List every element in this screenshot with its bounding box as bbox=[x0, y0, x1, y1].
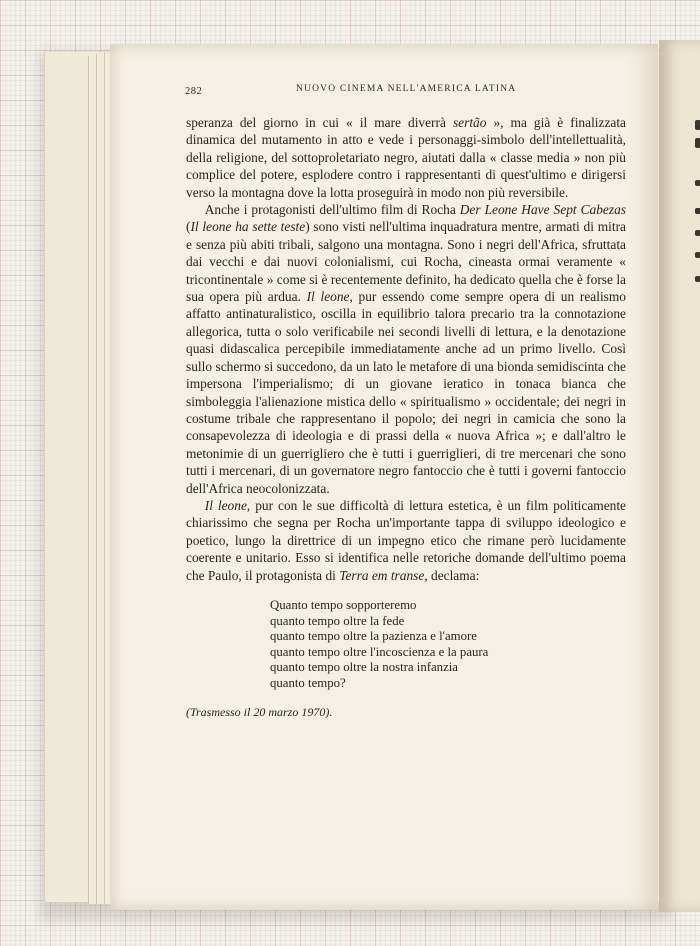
page-number: 282 bbox=[185, 86, 203, 97]
text-run: Anche i protagonisti dell'ultimo film di Rocha bbox=[204, 202, 460, 218]
paragraphs bbox=[186, 114, 626, 584]
paragraph bbox=[186, 497, 626, 584]
text-run: speranza del giorno in cui « il mare diverrà bbox=[186, 115, 453, 130]
poem-line: quanto tempo oltre la pazienza e l'amore bbox=[270, 629, 477, 644]
italic-title: Il leone bbox=[306, 289, 350, 305]
text-run: , pur con le sue difficoltà di lettura estetica, è un film politicamente chiarissimo che segna per Rocha un'importante tappa di sviluppo ideologico e poetico, lungo la direttrice di un impegno etico che rimane però lucidamente coerente e unitario. Esso si identifica nelle retoriche domande dell'ultimo poema che Paulo, il protagonista di bbox=[186, 497, 626, 583]
page-body bbox=[186, 114, 626, 721]
italic-title: sertão bbox=[452, 115, 487, 130]
paragraph bbox=[186, 114, 626, 201]
broadcast-note: (Trasmesso il 20 marzo 1970). bbox=[186, 704, 333, 719]
poem-block bbox=[270, 598, 626, 692]
poem-line: quanto tempo? bbox=[270, 675, 346, 690]
text-run: ) sono visti nell'ultima inquadratura mentre, armati di mitra e senza più abiti tribali, salgono una montagna. Sono i negri dell'Africa, sfruttata dai vecchi e dai nuovi colonialismi, cui Rocha, cineasta ormai veramente « tricontinentale » come si è recentemente definito, ha dedicato quella che è forse la sua opera più ardua. bbox=[186, 219, 626, 305]
text-run: », ma già è finalizzata dinamica del mutamento in atto e vede i personaggi-simbolo dell'intellettualità, della religione, del sottoproletariato negro, aiutati dalla « classe media » non più complice del potere, esplodere contro i rappresentanti di quest'ultimo e dirigersi verso la montagna dove la lotta proseguirà in modo non più reversibile. bbox=[186, 115, 627, 200]
italic-title: Der Leone Have Sept Cabezas bbox=[459, 202, 626, 218]
poem-line: quanto tempo oltre la fede bbox=[270, 613, 405, 628]
text-run: , declama: bbox=[424, 567, 480, 583]
poem-line: Quanto tempo sopporteremo bbox=[270, 597, 417, 612]
italic-title: Il leone ha sette teste bbox=[190, 219, 306, 235]
poem-line: quanto tempo oltre la nostra infanzia bbox=[270, 660, 458, 675]
poem-line: quanto tempo oltre l'incoscienza e la paura bbox=[270, 644, 489, 659]
page-header bbox=[185, 86, 625, 102]
paragraph bbox=[186, 201, 626, 497]
text-run: ( bbox=[186, 219, 191, 235]
text-run: , pur essendo come sempre opera di un realismo affatto antinaturalistico, oscilla in equilibrio talora precario tra la connotazione allegorica, tutta o solo verificabile nei secondi livelli di lettura, e la denotazione quasi didascalica percepibile immediatamente anche ad un primo livello. Così sullo schermo si succedono, da un lato le metafore di una bionda semidiscinta che impersona l'imperialismo; di un giovane ieratico in tonaca bianca che simboleggia l'alienazione mistica dello « spiritualismo » occidentale; dei negri in costume tribale che rappresentano il popolo; dei negri in camicia che sono la consapevolezza di ideologia e di prassi della « nuova Africa »; e dall'altro le metonimie di un guerrigliero che è tutti i guerriglieri, di tre mercenari che sono tutti i mercenari, di un governatore negro fantoccio che è tutti i governi fantoccio dell'Africa neocolonizzata. bbox=[186, 289, 626, 496]
facing-page-edge bbox=[659, 40, 700, 912]
italic-title: Terra em transe bbox=[339, 567, 425, 583]
running-title: NUOVO CINEMA NELL'AMERICA LATINA bbox=[296, 84, 517, 94]
italic-title: Il leone bbox=[204, 497, 247, 513]
